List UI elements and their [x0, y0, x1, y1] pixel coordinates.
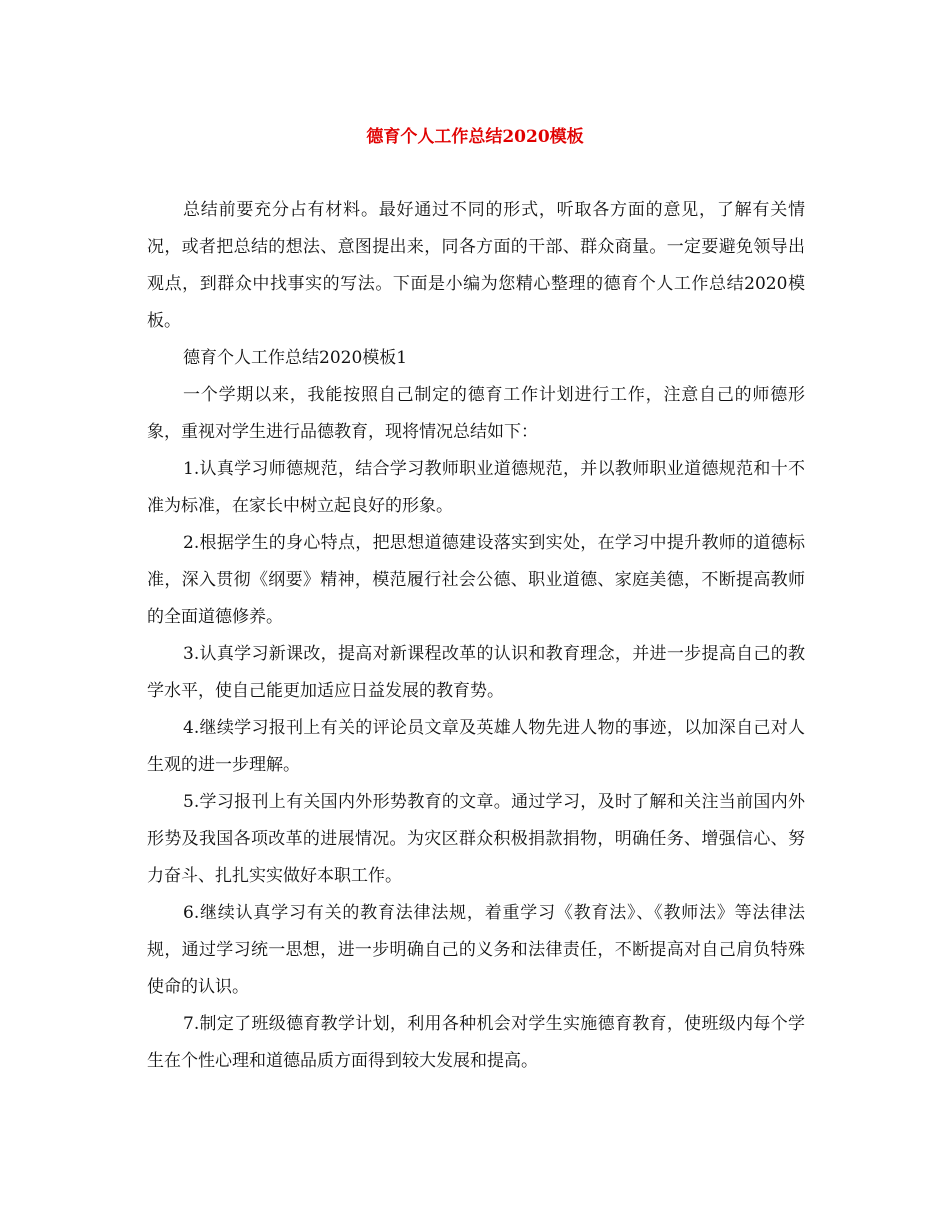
list-item-2: 2.根据学生的身心特点，把思想道德建设落实到实处，在学习中提升教师的道德标准，深入贯彻《纲要》精神，模范履行社会公德、职业道德、家庭美德，不断提高教师的全面道德修养。	[147, 533, 805, 627]
list-item-7: 7.制定了班级德育教学计划，利用各种机会对学生实施德育教育，使班级内每个学生在个性心理和道德品质方面得到较大发展和提高。	[147, 1014, 805, 1071]
section-heading: 德育个人工作总结2020模板1	[183, 348, 408, 368]
opening-paragraph: 一个学期以来，我能按照自己制定的德育工作计划进行工作，注意自己的师德形象，重视对学生进行品德教育，现将情况总结如下：	[147, 385, 805, 442]
list-item-5: 5.学习报刊上有关国内外形势教育的文章。通过学习，及时了解和关注当前国内外形势及我国各项改革的进展情况。为灾区群众积极捐款捐物，明确任务、增强信心、努力奋斗、扎扎实实做好本职工作。	[147, 792, 805, 886]
list-item-4: 4.继续学习报刊上有关的评论员文章及英雄人物先进人物的事迹，以加深自己对人生观的进一步理解。	[147, 718, 805, 775]
list-item-3: 3.认真学习新课改，提高对新课程改革的认识和教育理念，并进一步提高自己的教学水平，使自己能更加适应日益发展的教育势。	[147, 644, 805, 701]
list-item-1: 1.认真学习师德规范，结合学习教师职业道德规范，并以教师职业道德规范和十不准为标准，在家长中树立起良好的形象。	[147, 459, 805, 516]
document-body	[147, 192, 805, 1080]
intro-paragraph: 总结前要充分占有材料。最好通过不同的形式，听取各方面的意见，了解有关情况，或者把总结的想法、意图提出来，同各方面的干部、群众商量。一定要避免领导出观点，到群众中找事实的写法。下面是小编为您精心整理的德育个人工作总结2020模板。	[147, 200, 805, 331]
list-item-6: 6.继续认真学习有关的教育法律法规，着重学习《教育法》、《教师法》等法律法规，通过学习统一思想，进一步明确自己的义务和法律责任，不断提高对自己肩负特殊使命的认识。	[147, 903, 805, 997]
document-title: 德育个人工作总结2020模板	[366, 127, 584, 147]
